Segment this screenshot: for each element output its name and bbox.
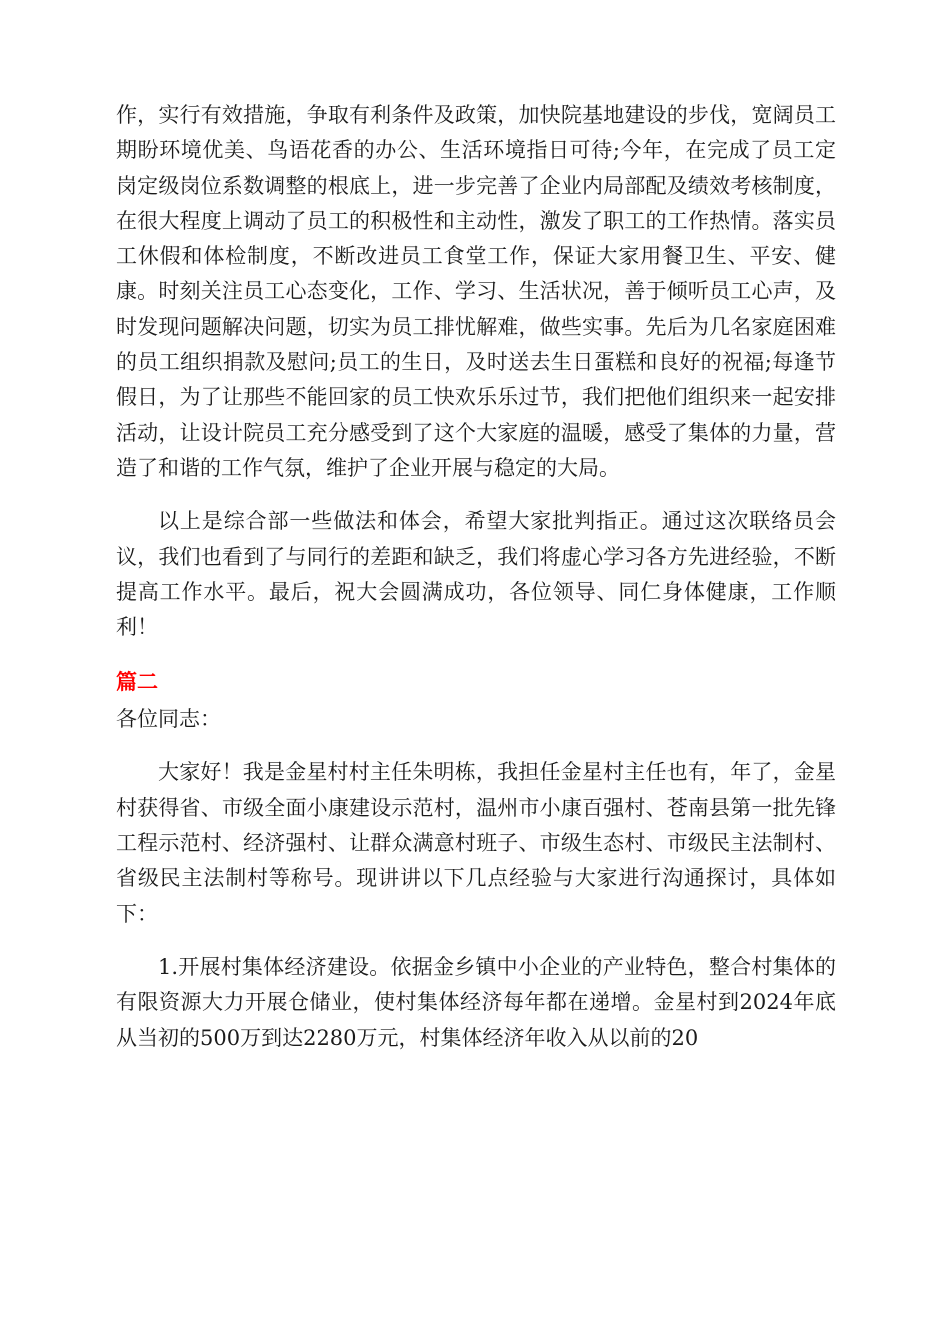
- body-paragraph-continued: 作，实行有效措施，争取有利条件及政策，加快院基地建设的步伐，宽阔员工期盼环境优美、鸟语花香的办公、生活环境指日可待;今年，在完成了员工定岗定级岗位系数调整的根底上，进一步完善了企业内局部配及绩效考核制度，在很大程度上调动了员工的积极性和主动性，激发了职工的工作热情。落实员工休假和体检制度，不断改进员工食堂工作，保证大家用餐卫生、平安、健康。时刻关注员工心态变化，工作、学习、生活状况，善于倾听员工心声，及时发现问题解决问题，切实为员工排忧解难，做些实事。先后为几名家庭困难的员工组织捐款及慰问;员工的生日，及时送去生日蛋糕和良好的祝福;每逢节假日，为了让那些不能回家的员工快欢乐乐过节，我们把他们组织来一起安排活动，让设计院员工充分感受到了这个大家庭的温暖，感受了集体的力量，营造了和谐的工作气氛，维护了企业开展与稳定的大局。: [116, 103, 836, 480]
- section-heading: 篇二: [116, 670, 158, 695]
- body-paragraph-intro: 大家好！我是金星村村主任朱明栋，我担任金星村主任也有，年了，金星村获得省、市级全面小康建设示范村，温州市小康百强村、苍南县第一批先锋工程示范村、经济强村、让群众满意村班子、市级生态村、市级民主法制村、省级民主法制村等称号。现讲讲以下几点经验与大家进行沟通探讨，具体如下：: [116, 760, 836, 926]
- document-page: [116, 98, 836, 1056]
- body-paragraph-point-1: 1.开展村集体经济建设。依据金乡镇中小企业的产业特色，整合村集体的有限资源大力开展仓储业，使村集体经济每年都在递增。金星村到2024年底从当初的500万到达2280万元，村集体经济年收入从以前的20: [116, 954, 836, 1050]
- salutation: 各位同志：: [116, 707, 221, 732]
- body-paragraph-closing: 以上是综合部一些做法和体会，希望大家批判指正。通过这次联络员会议，我们也看到了与同行的差距和缺乏，我们将虚心学习各方先进经验，不断提高工作水平。最后，祝大会圆满成功，各位领导、同仁身体健康，工作顺利！: [116, 509, 836, 640]
